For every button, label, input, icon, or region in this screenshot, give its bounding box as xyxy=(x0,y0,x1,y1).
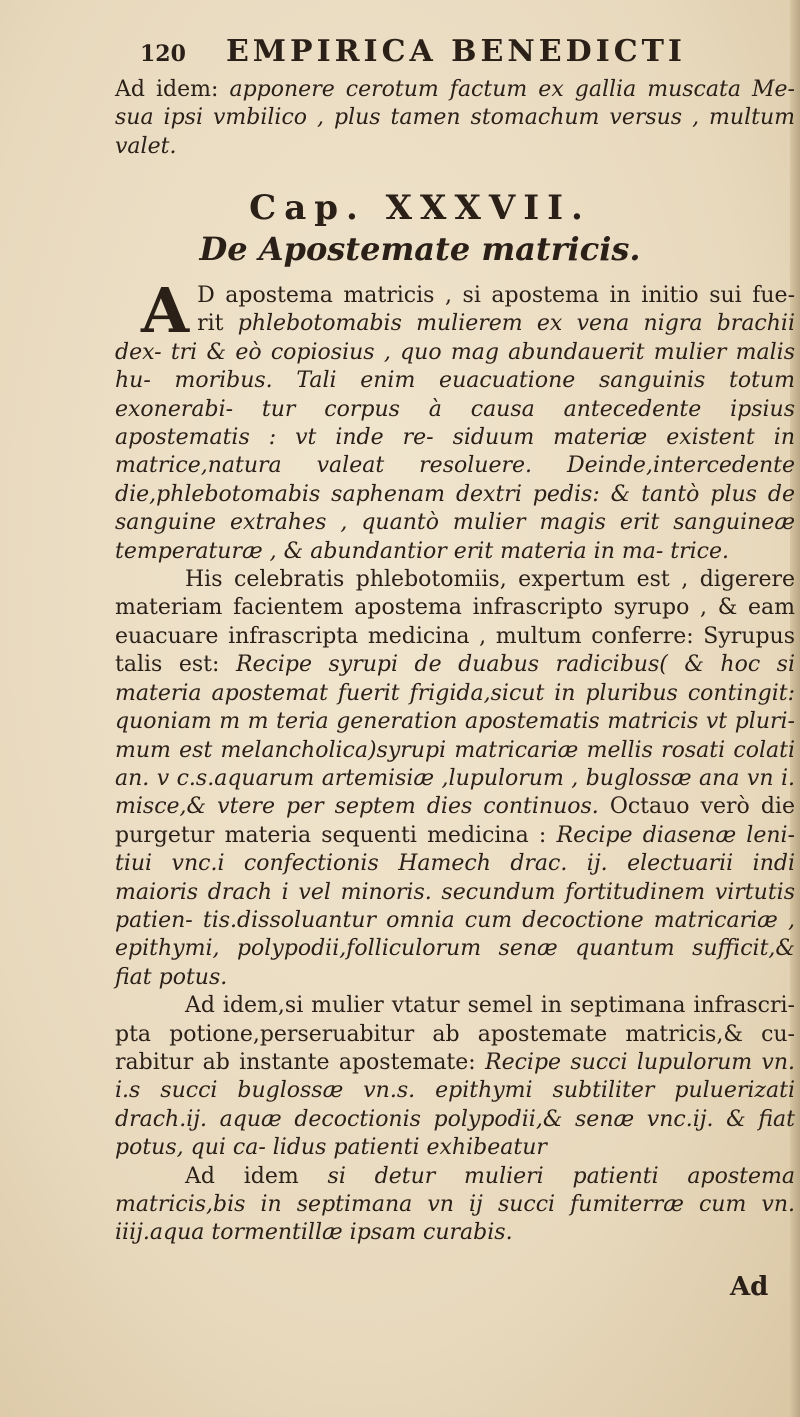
paragraph-4-italic: si detur mulieri patienti apostema matricis,bis in septimana vn ij succi fumiterræ cum vn. iiij.aqua tormentillæ ipsam curabis. xyxy=(115,1163,795,1246)
page-header xyxy=(140,34,700,74)
drop-cap: A xyxy=(141,274,190,347)
paragraph-2-italic: Recipe syrupi de duabus radicibus( & hoc si materia apostemat fuerit frigida,sicut in pluribus contingit: quoniam m m teria generation apostematis matricis vt pluri- mum est melancholica)syrupi matricariæ mellis rosati colati an. v c.s.aquarum artemisiæ ,lupulorum , buglossæ ana vn i. misce,& vtere per septem dies continuos. xyxy=(115,652,796,820)
chapter-number: Cap. XXXVII. xyxy=(249,188,591,228)
paragraph-1-roman: D apostema matricis , si apostema in initio sui fue- rit xyxy=(197,283,795,337)
paragraph-1 xyxy=(115,274,795,566)
paragraph-2 xyxy=(115,566,795,992)
chapter-title: De Apostemate matricis. xyxy=(199,230,641,268)
chapter-body xyxy=(115,274,796,1248)
top-paragraph-italic: apponere cerotum factum ex gallia muscata Me- sua ipsi vmbilico , plus tamen stomachum versus , multum valet. xyxy=(115,77,795,159)
paragraph-3-roman: Ad idem,si mulier vtatur semel in septimana infrascri- pta potione,perseruabitur ab apostemate matricis,& cu- rabitur ab instante apostemate: xyxy=(115,993,795,1075)
running-title: EMPIRICA BENEDICTI xyxy=(225,34,686,69)
paragraph-2-roman-b: Octauo verò die purgetur materia sequenti medicina : xyxy=(115,794,795,848)
paragraph-4 xyxy=(115,1163,795,1248)
top-paragraph xyxy=(115,76,795,161)
paragraph-3-italic: Recipe succi lupulorum vn. i.s succi buglossæ vn.s. epithymi subtiliter puluerizati drach.ij. aquæ decoctionis polypodii,& senæ vnc.ij. & fiat potus, qui ca- lidus patienti exhibeatur xyxy=(115,1049,795,1161)
page-number: 120 xyxy=(140,41,186,67)
catchword: Ad xyxy=(730,1272,769,1302)
paragraph-4-roman: Ad idem xyxy=(185,1163,299,1189)
paragraph-2-italic-b: Recipe diasenæ leni- tiui vnc.i confectionis Hamech drac. ij. electuarii indi maioris drach i vel minoris. secundum fortitudinem virtutis patien- tis.dissoluantur omnia cum decoctione matricariæ , epithymi, polypodii,folliculorum senæ quantum sufficit,& fiat potus. xyxy=(115,822,795,990)
paragraph-2-roman: His celebratis phlebotomiis, expertum est , digerere materiam facientem apostema infrascripto syrupo , & eam euacuare infrascripta medicina , multum conferre: Syrupus talis est: xyxy=(115,567,795,678)
paragraph-1-italic: phlebotomabis mulierem ex vena nigra brachii dex- tri & eò copiosius , quo mag abundauerit mulier malis hu- moribus. Tali enim euacuatione sanguinis totum exonerabi- tur corpus à causa antecedente ipsius apostematis : vt inde re- siduum materiæ existent in matrice,natura valeat resoluere. Deinde,intercedente die,phlebotomabis saphenam dextri pedis: & tantò plus de sanguine extrahes , quantò mulier magis erit sanguineæ temperaturæ , & abundantior erit materia in ma- trice. xyxy=(115,311,795,564)
paragraph-3 xyxy=(115,992,795,1162)
top-paragraph-roman: Ad idem: xyxy=(115,77,219,102)
